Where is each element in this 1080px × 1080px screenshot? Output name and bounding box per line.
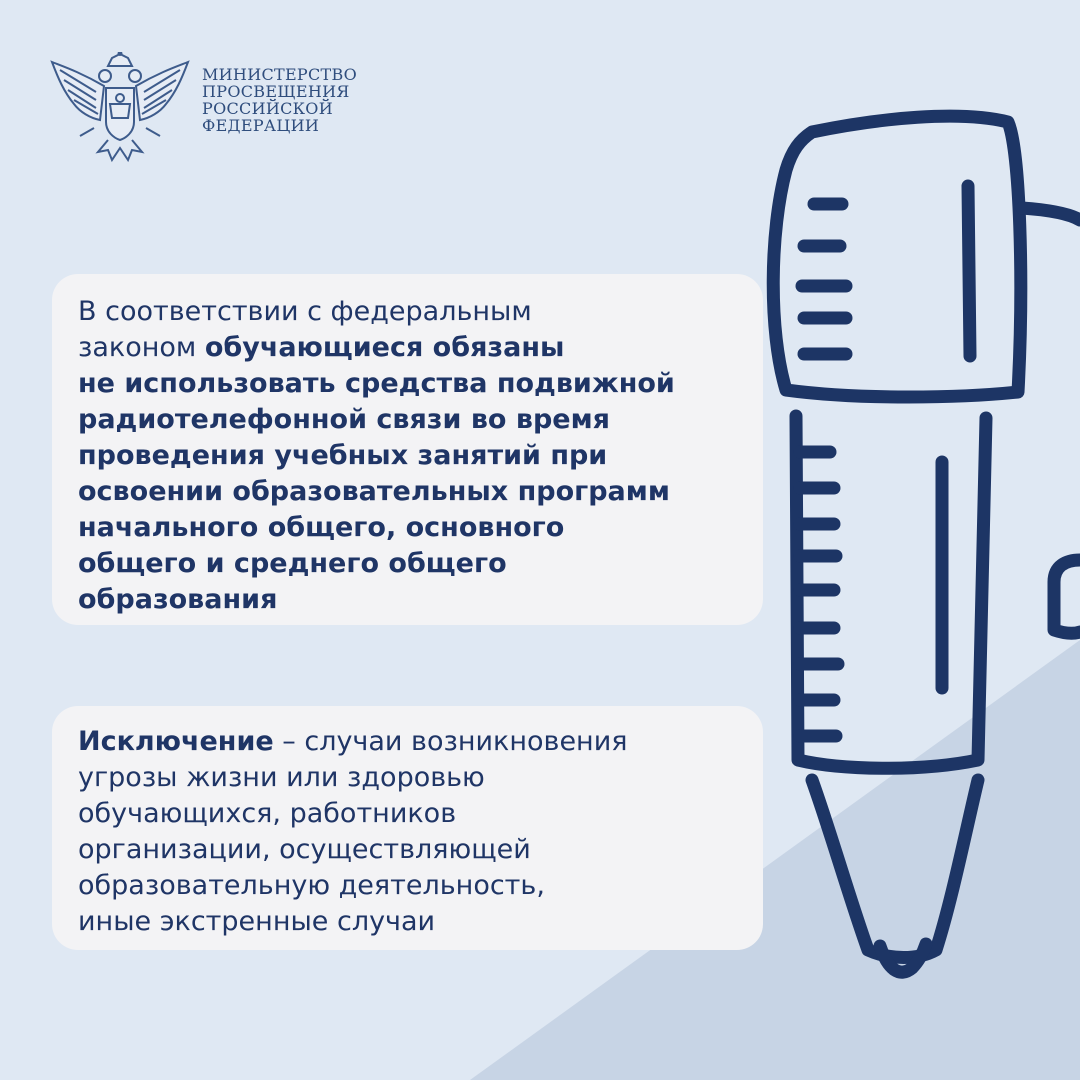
law-text-bold-line: проведения учебных занятий при bbox=[78, 440, 608, 471]
emblem-icon bbox=[50, 52, 190, 164]
law-text-bold-line: освоении образовательных программ bbox=[78, 476, 670, 507]
ministry-line: ПРОСВЕЩЕНИЯ bbox=[202, 82, 350, 101]
exception-text-line: иные экстренные случаи bbox=[78, 906, 436, 937]
exception-text-line bbox=[78, 724, 739, 760]
exception-text-normal: – случаи возникновения bbox=[273, 726, 628, 757]
exception-heading: Исключение bbox=[78, 726, 274, 757]
ministry-line: МИНИСТЕРСТВО bbox=[202, 65, 357, 84]
law-text-bold: обучающиеся обязаны bbox=[204, 332, 565, 363]
law-text-bold-line: общего и среднего общего bbox=[78, 548, 507, 579]
law-text-bold-line: не использовать средства подвижной bbox=[78, 368, 675, 399]
law-text-line: В соответствии с федеральным bbox=[78, 296, 532, 327]
exception-text-line: организации, осуществляющей bbox=[78, 834, 531, 865]
law-text-normal: законом bbox=[78, 332, 205, 363]
law-text-line bbox=[78, 330, 739, 366]
law-text-bold-line: начального общего, основного bbox=[78, 512, 565, 543]
ministry-name bbox=[202, 66, 357, 134]
exception-text-line: обучающихся, работников bbox=[78, 798, 457, 829]
exception-card bbox=[52, 706, 763, 950]
ministry-line: ФЕДЕРАЦИИ bbox=[202, 116, 320, 135]
ministry-line: РОССИЙСКОЙ bbox=[202, 99, 333, 118]
law-text-bold-line: образования bbox=[78, 584, 278, 615]
law-card bbox=[52, 274, 763, 625]
exception-text-line: образовательную деятельность, bbox=[78, 870, 545, 901]
law-text-bold-line: радиотелефонной связи во время bbox=[78, 404, 610, 435]
exception-text-line: угрозы жизни или здоровью bbox=[78, 762, 485, 793]
